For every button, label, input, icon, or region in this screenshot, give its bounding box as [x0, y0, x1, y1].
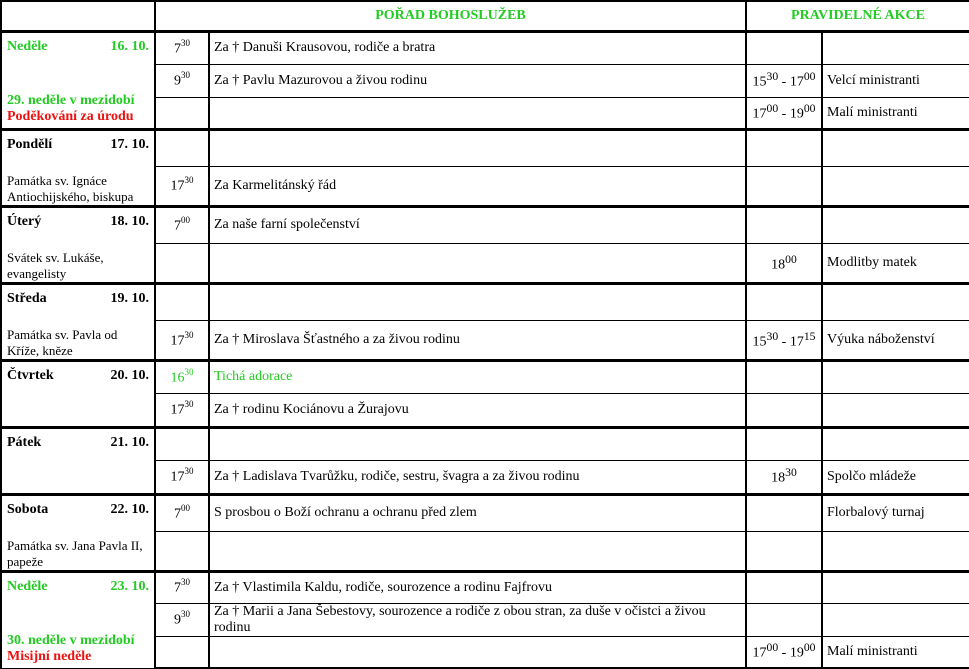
day-footer	[7, 93, 135, 125]
event-time-minutes: 30	[766, 70, 779, 84]
mass-intention	[209, 360, 746, 393]
intention-text: Za † Danuši Krausovou, rodiče a bratra	[214, 40, 436, 55]
event-time-minutes: 00	[766, 102, 779, 116]
event-time-hour: 18	[771, 470, 786, 486]
day-feast-note: Poděkování za úrodu	[7, 108, 134, 124]
event-time-minutes: 00	[785, 252, 797, 266]
event-time-hour: 17	[789, 74, 804, 90]
mass-intention	[209, 636, 746, 668]
mass-time	[155, 393, 209, 427]
event-name	[822, 97, 969, 129]
event-name	[822, 321, 969, 360]
event-time	[746, 360, 822, 393]
time-hour: 17	[170, 469, 185, 485]
intention-text: Za † Ladislava Tvarůžku, rodiče, sestru, švagra a za živou rodinu	[214, 468, 580, 484]
event-time-hour: 19	[789, 646, 804, 662]
event-time: $15^{30} - 17^{00}$	[746, 64, 822, 97]
time-minutes: 00	[181, 503, 190, 514]
schedule-row	[1, 206, 969, 244]
mass-time	[155, 636, 209, 668]
day-date: 22. 10.	[110, 501, 149, 517]
event-time	[746, 571, 822, 603]
intention-text: Za † Pavlu Mazurovou a živou rodinu	[214, 72, 428, 88]
time-minutes: 30	[181, 577, 190, 588]
time-hour: 16	[170, 370, 185, 386]
mass-time	[155, 460, 209, 494]
intention-text: Za Karmelitánský řád	[214, 177, 337, 193]
event-time	[746, 31, 822, 64]
mass-time	[155, 603, 209, 636]
event-name	[822, 166, 969, 206]
day-date: 23. 10.	[110, 578, 149, 594]
event-time-hour: 19	[789, 106, 804, 122]
mass-time	[155, 206, 209, 244]
mass-intention	[209, 603, 746, 636]
day-cell	[1, 206, 155, 283]
event-time-hour: 15	[752, 334, 767, 350]
day-header	[7, 137, 149, 153]
event-name	[822, 636, 969, 668]
event-time	[746, 603, 822, 636]
day-name: Úterý	[7, 213, 42, 229]
mass-intention	[209, 532, 746, 571]
day-cell	[1, 427, 155, 494]
day-note: Památka sv. Ignáce Antiochijského, biskupa	[7, 172, 134, 204]
day-date: 17. 10.	[110, 136, 149, 152]
mass-intention	[209, 427, 746, 460]
day-footer	[7, 633, 135, 665]
event-name-text: Velcí ministranti	[827, 72, 920, 88]
day-name: Neděle	[7, 578, 48, 594]
schedule-row	[1, 427, 969, 460]
day-header	[7, 579, 149, 595]
time-hour: 7	[174, 506, 181, 522]
event-name	[822, 571, 969, 603]
event-time	[746, 129, 822, 166]
day-name: Čtvrtek	[7, 367, 54, 383]
header-row	[1, 1, 969, 31]
event-name-text: Modlitby matek	[827, 254, 917, 270]
day-name: Pátek	[7, 434, 42, 450]
intention-text: Za † rodinu Kociánovu a Žurajovu	[214, 401, 409, 417]
day-liturgical-note: 30. neděle v mezidobí	[7, 632, 135, 648]
event-name	[822, 283, 969, 321]
mass-intention	[209, 244, 746, 283]
event-time-minutes: 15	[803, 329, 816, 343]
event-time	[746, 244, 822, 283]
event-name-text: Malí ministranti	[827, 104, 918, 120]
event-time-hour: 18	[771, 257, 786, 273]
event-time-minutes: 00	[803, 641, 816, 655]
day-liturgical-note: 29. neděle v mezidobí	[7, 92, 135, 108]
time-hour: 7	[174, 41, 181, 57]
event-time	[746, 206, 822, 244]
day-note: Památka sv. Jana Pavla II, papeže	[7, 537, 143, 569]
day-header	[7, 214, 149, 230]
mass-time	[155, 571, 209, 603]
day-header	[7, 291, 149, 307]
day-cell	[1, 360, 155, 427]
mass-intention	[209, 460, 746, 494]
mass-time	[155, 64, 209, 97]
events-header: PRAVIDELNÉ AKCE	[746, 1, 969, 31]
event-time-minutes: 30	[766, 329, 779, 343]
event-name	[822, 129, 969, 166]
mass-time	[155, 129, 209, 166]
mass-time	[155, 244, 209, 283]
day-cell	[1, 494, 155, 571]
day-header	[7, 502, 149, 518]
event-time: $17^{00} - 19^{00}$	[746, 636, 822, 668]
day-note: Svátek sv. Lukáše, evangelisty	[7, 249, 104, 281]
services-header: POŘAD BOHOSLUŽEB	[155, 1, 746, 31]
day-name: Středa	[7, 290, 47, 306]
mass-time	[155, 427, 209, 460]
event-name	[822, 532, 969, 571]
event-time-minutes: 00	[803, 70, 816, 84]
mass-intention	[209, 321, 746, 360]
day-header	[7, 435, 149, 451]
event-name	[822, 360, 969, 393]
event-name	[822, 393, 969, 427]
day-date: 20. 10.	[110, 367, 149, 383]
mass-time	[155, 321, 209, 360]
mass-intention	[209, 64, 746, 97]
time-hour: 17	[170, 333, 185, 349]
schedule-row	[1, 360, 969, 393]
event-name	[822, 244, 969, 283]
day-note: Památka sv. Pavla od Kříže, kněze	[7, 326, 118, 358]
intention-text: Za † Marii a Jana Šebestovy, sourozence a rodiče z obou stran, za duše v očistci a živou rodinu	[214, 603, 706, 635]
event-time-minutes: 30	[785, 466, 797, 480]
day-cell	[1, 571, 155, 668]
event-name	[822, 603, 969, 636]
event-name-text: Výuka náboženství	[827, 331, 935, 347]
day-feast-note: Misijní neděle	[7, 648, 92, 664]
time-hour: 9	[174, 73, 181, 89]
time-minutes: 30	[184, 366, 194, 377]
mass-time	[155, 97, 209, 129]
event-name	[822, 494, 969, 532]
mass-intention	[209, 206, 746, 244]
time-minutes: 30	[181, 609, 190, 620]
intention-text: Za † Vlastimila Kaldu, rodiče, sourozence a rodinu Fajfrovu	[214, 579, 552, 595]
day-date: 18. 10.	[110, 213, 149, 229]
event-time	[746, 427, 822, 460]
day-date: 21. 10.	[110, 434, 149, 450]
mass-intention	[209, 283, 746, 321]
day-header	[7, 39, 149, 55]
day-name: Pondělí	[7, 136, 53, 152]
schedule-row	[1, 571, 969, 603]
day-cell	[1, 129, 155, 206]
mass-intention	[209, 31, 746, 64]
event-name	[822, 206, 969, 244]
time-minutes: 00	[181, 215, 190, 226]
event-time	[746, 460, 822, 494]
mass-time	[155, 166, 209, 206]
event-time-hour: 17	[789, 334, 804, 350]
event-time	[746, 166, 822, 206]
event-time-hour: 17	[752, 646, 767, 662]
mass-intention	[209, 571, 746, 603]
intention-text: S prosbou o Boží ochranu a ochranu před zlem	[214, 505, 477, 521]
time-minutes: 30	[184, 175, 194, 186]
intention-text: Tichá adorace	[214, 369, 293, 384]
schedule-row	[1, 129, 969, 166]
intention-text: Za † Miroslava Šťastného a za živou rodinu	[214, 331, 460, 347]
time-hour: 7	[174, 580, 181, 596]
time-minutes: 30	[181, 37, 190, 48]
mass-time	[155, 283, 209, 321]
day-cell	[1, 31, 155, 129]
event-time: $15^{30} - 17^{15}$	[746, 321, 822, 360]
day-header	[7, 368, 149, 384]
intention-text: Za naše farní společenství	[214, 217, 360, 233]
time-minutes: 30	[184, 329, 194, 340]
event-name	[822, 427, 969, 460]
day-name: Neděle	[7, 38, 48, 54]
event-time-hour: 17	[752, 106, 767, 122]
event-time	[746, 393, 822, 427]
day-date: 16. 10.	[110, 38, 149, 54]
event-time: $17^{00} - 19^{00}$	[746, 97, 822, 129]
mass-time	[155, 494, 209, 532]
mass-time	[155, 360, 209, 393]
schedule-row	[1, 494, 969, 532]
event-time	[746, 532, 822, 571]
time-hour: 17	[170, 178, 185, 194]
event-time	[746, 494, 822, 532]
mass-intention	[209, 129, 746, 166]
event-name	[822, 31, 969, 64]
time-minutes: 30	[184, 399, 194, 410]
event-name	[822, 64, 969, 97]
event-name-text: Malí ministranti	[827, 643, 918, 659]
day-date: 19. 10.	[110, 290, 149, 306]
event-name-text: Florbalový turnaj	[827, 505, 925, 521]
event-time	[746, 283, 822, 321]
time-hour: 17	[170, 402, 185, 418]
event-name-text: Spolčo mládeže	[827, 468, 917, 484]
time-hour: 7	[174, 218, 181, 234]
time-minutes: 30	[181, 70, 190, 81]
mass-intention	[209, 166, 746, 206]
schedule-row	[1, 283, 969, 321]
mass-intention	[209, 393, 746, 427]
schedule-row	[1, 31, 969, 64]
event-name	[822, 460, 969, 494]
event-time-minutes: 00	[766, 641, 779, 655]
header-day-cell	[1, 1, 155, 31]
time-hour: 9	[174, 612, 181, 628]
mass-intention	[209, 97, 746, 129]
time-minutes: 30	[184, 466, 194, 477]
day-cell	[1, 283, 155, 360]
event-time-hour: 15	[752, 74, 767, 90]
event-time-minutes: 00	[803, 102, 816, 116]
mass-intention	[209, 494, 746, 532]
mass-time	[155, 31, 209, 64]
mass-time	[155, 532, 209, 571]
day-name: Sobota	[7, 501, 49, 517]
